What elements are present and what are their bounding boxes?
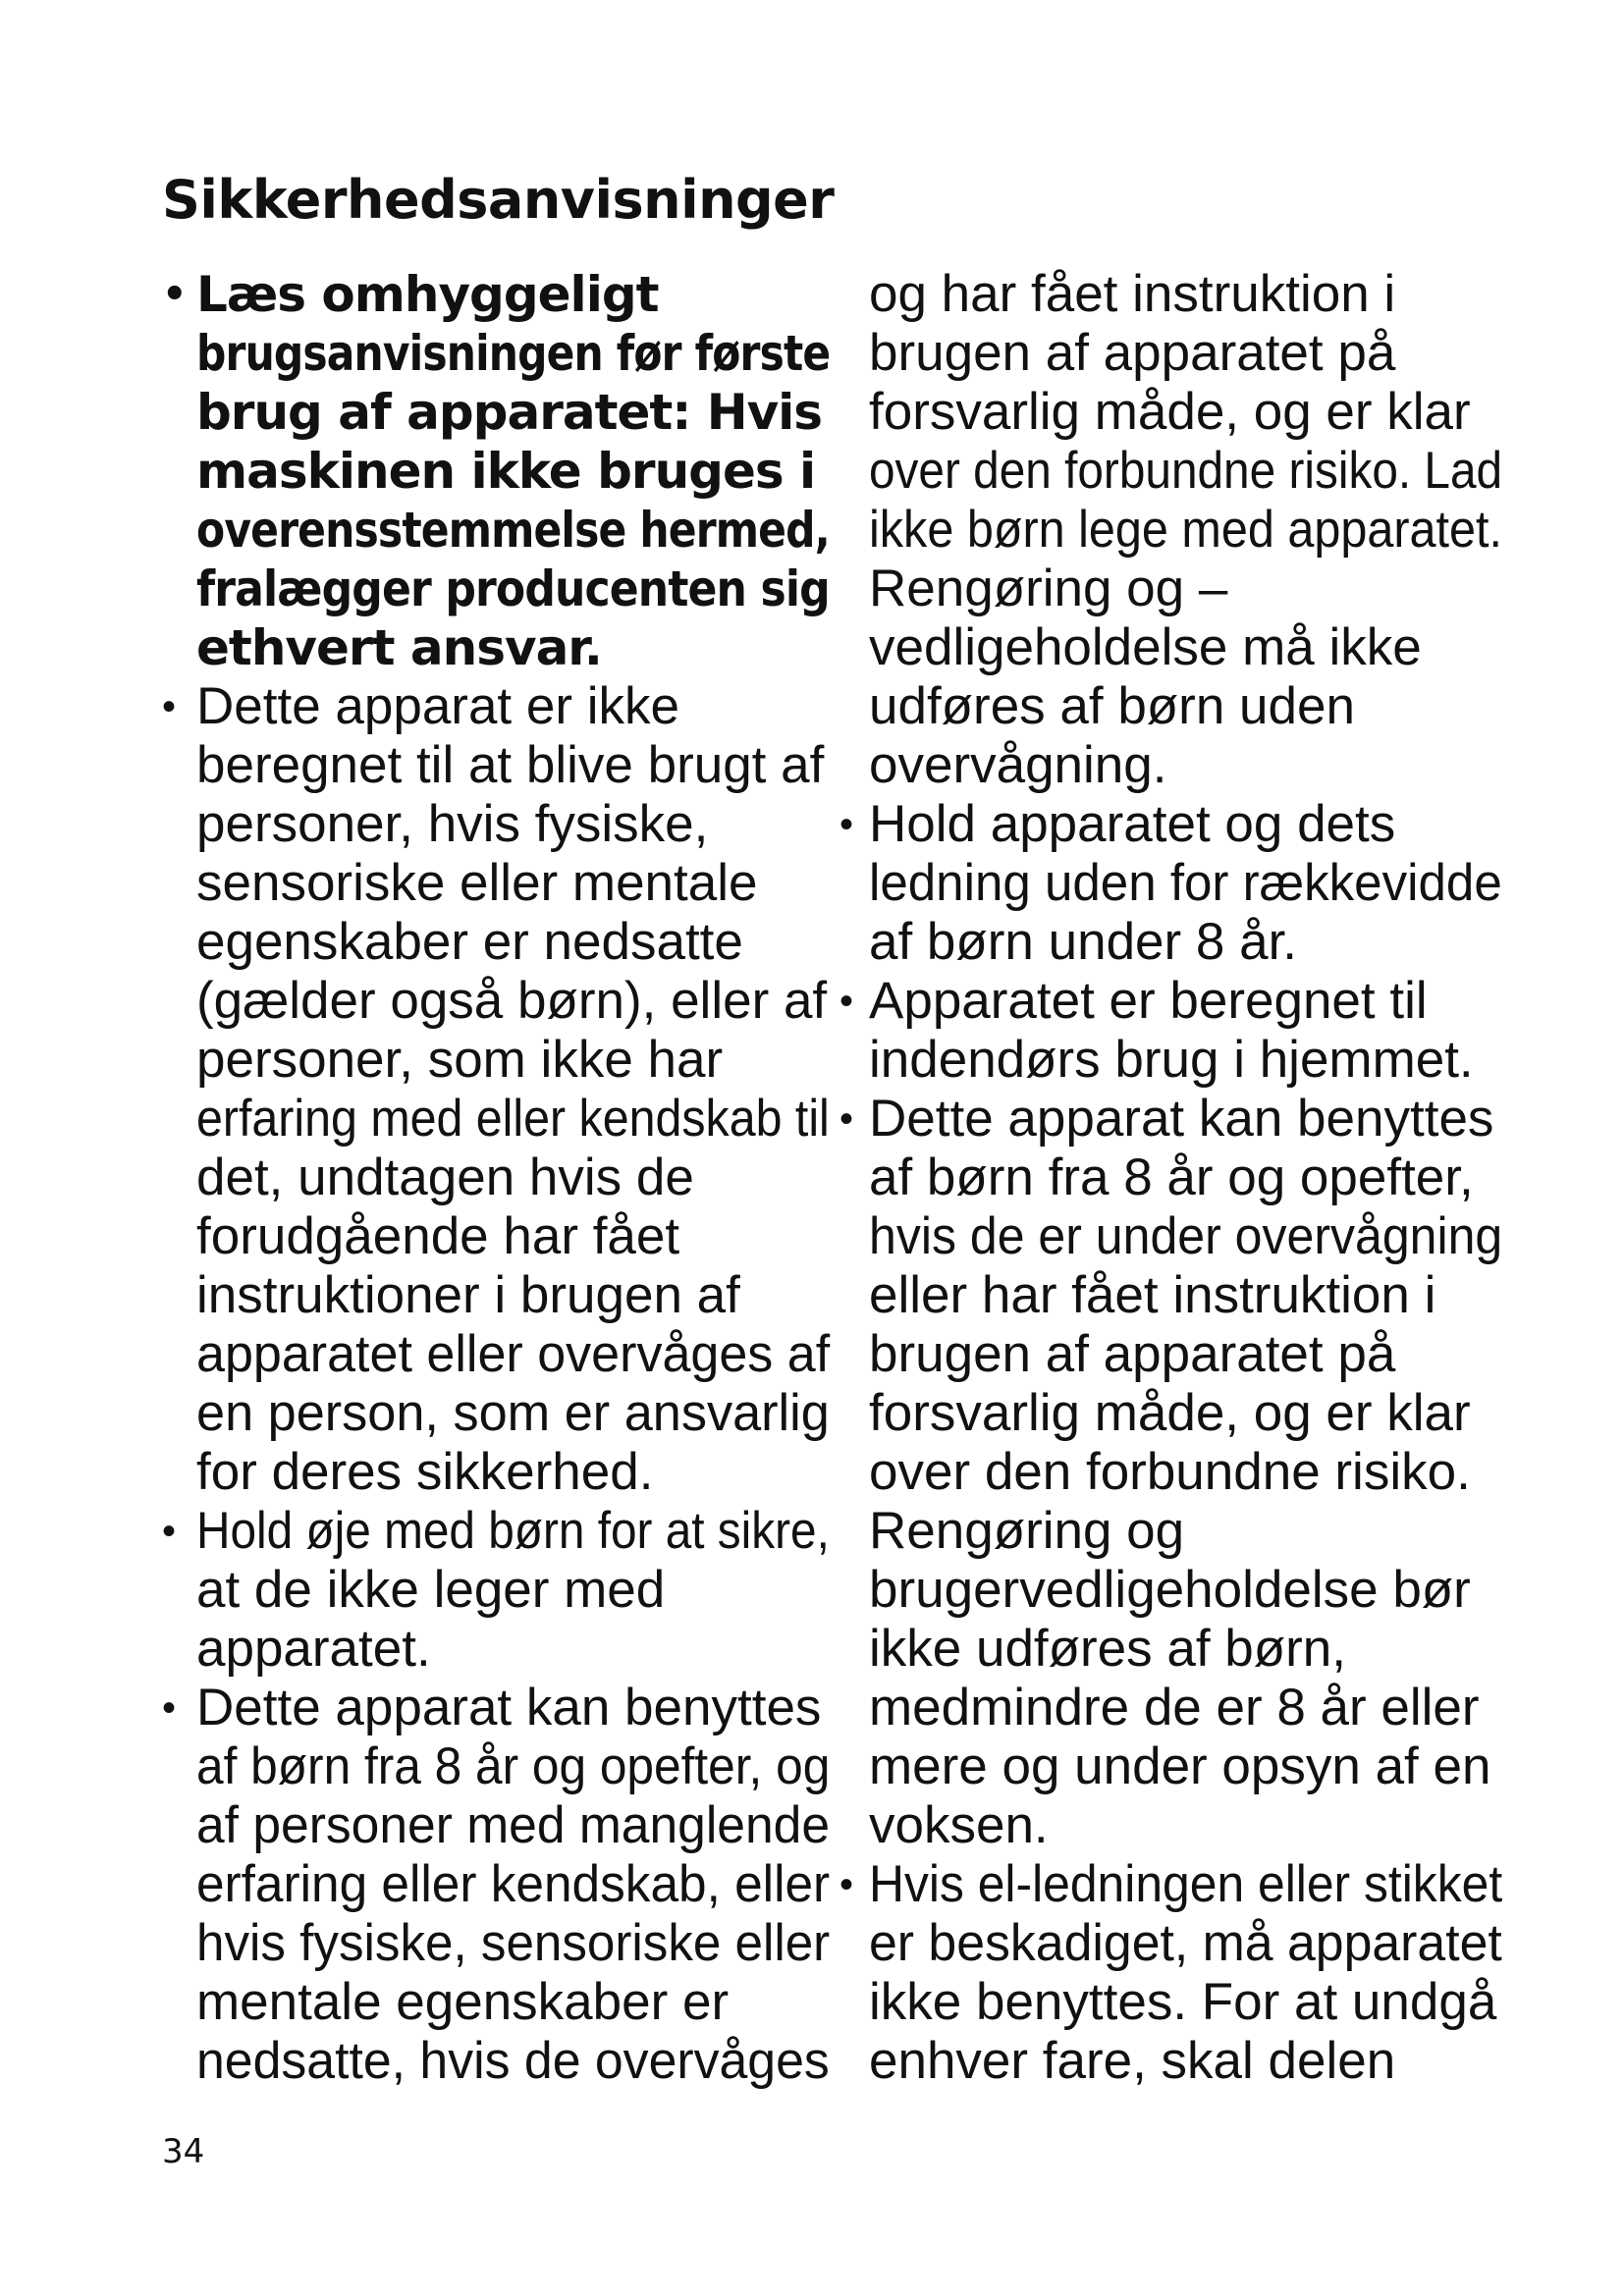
text-line [839, 1384, 1527, 1443]
text-line [162, 1148, 849, 1207]
text-line [162, 1325, 849, 1384]
right-column [839, 265, 1527, 2091]
line-text: medmindre de er 8 år eller [869, 1679, 1480, 1736]
line-text: brugsanvisningen før første [196, 325, 831, 382]
text-line [839, 1266, 1527, 1325]
line-text: og har fået instruktion i [869, 265, 1396, 323]
line-text: ikke børn lege med apparatet. [869, 501, 1502, 559]
text-line [839, 1031, 1527, 1090]
line-text: brugen af apparatet på [869, 1325, 1396, 1383]
line-text: sensoriske eller mentale [196, 854, 758, 912]
text-line [839, 1973, 1527, 2032]
line-text: Hvis el-ledningen eller stikket [869, 1855, 1503, 1913]
text-line [162, 736, 849, 795]
text-line [162, 1620, 849, 1679]
text-line [162, 677, 849, 736]
text-line [839, 854, 1527, 913]
text-line [162, 2032, 849, 2091]
line-text: af børn fra 8 år og opefter, og [196, 1737, 831, 1795]
text-line [162, 1266, 849, 1325]
text-line [162, 1914, 849, 1973]
line-text: maskinen ikke bruges i [196, 443, 816, 500]
text-line [839, 1090, 1527, 1148]
line-text: Apparatet er beregnet til [869, 972, 1428, 1030]
left-column [162, 265, 849, 2091]
line-text: Dette apparat er ikke [196, 677, 679, 735]
bullet-icon: • [162, 1686, 177, 1730]
text-line [839, 442, 1527, 501]
text-line [162, 1679, 849, 1737]
text-line [162, 442, 849, 501]
text-line [839, 1679, 1527, 1737]
text-line [162, 265, 849, 324]
text-line [162, 854, 849, 913]
line-text: af børn under 8 år. [869, 913, 1298, 971]
text-line [162, 1090, 849, 1148]
line-text: voksen. [869, 1796, 1049, 1854]
text-line [162, 795, 849, 854]
text-line [839, 677, 1527, 736]
line-text: over den forbundne risiko. [869, 1443, 1471, 1501]
line-text: erfaring med eller kendskab til [196, 1090, 830, 1148]
text-line [162, 383, 849, 442]
line-text: egenskaber er nedsatte [196, 913, 743, 971]
line-text: brug af apparatet: Hvis [196, 384, 823, 441]
line-text: det, undtagen hvis de [196, 1148, 694, 1206]
bullet-icon: • [162, 1510, 177, 1553]
page-title: Sikkerhedsanvisninger [162, 169, 835, 231]
text-line [839, 383, 1527, 442]
text-line [839, 2032, 1527, 2091]
text-line [162, 1737, 849, 1796]
text-line [162, 972, 849, 1031]
page-number: 34 [162, 2132, 205, 2171]
line-text: overensstemmelse hermed, [196, 502, 830, 559]
text-line [162, 1207, 849, 1266]
line-text: nedsatte, hvis de overvåges [196, 2032, 830, 2090]
line-text: fralægger producenten sig [196, 561, 830, 617]
text-line [162, 1384, 849, 1443]
text-line [839, 1443, 1527, 1502]
line-text: af personer med manglende [196, 1796, 831, 1854]
text-line [839, 1620, 1527, 1679]
line-text: apparatet. [196, 1620, 431, 1678]
text-line [162, 1796, 849, 1855]
text-line [162, 560, 849, 618]
line-text: forsvarlig måde, og er klar [869, 1384, 1471, 1442]
text-line [839, 1855, 1527, 1914]
line-text: brugen af apparatet på [869, 324, 1396, 382]
line-text: instruktioner i brugen af [196, 1266, 740, 1324]
line-text: eller har fået instruktion i [869, 1266, 1436, 1324]
line-text: ethvert ansvar. [196, 619, 602, 676]
line-text: for deres sikkerhed. [196, 1443, 654, 1501]
text-line [839, 795, 1527, 854]
text-line [839, 972, 1527, 1031]
text-line [839, 736, 1527, 795]
text-line [839, 1502, 1527, 1561]
line-text: forsvarlig måde, og er klar [869, 383, 1471, 441]
text-line [839, 1207, 1527, 1266]
line-text: Dette apparat kan benyttes [869, 1090, 1494, 1148]
line-text: hvis fysiske, sensoriske eller [196, 1914, 831, 1972]
text-line [162, 501, 849, 560]
text-line [839, 1737, 1527, 1796]
line-text: (gælder også børn), eller af [196, 972, 828, 1030]
line-text: brugervedligeholdelse bør [869, 1561, 1471, 1619]
line-text: en person, som er ansvarlig [196, 1384, 830, 1442]
text-line [839, 618, 1527, 677]
text-line [839, 913, 1527, 972]
line-text: hvis de er under overvågning [869, 1207, 1503, 1265]
text-line [162, 1973, 849, 2032]
line-text: apparatet eller overvåges af [196, 1325, 831, 1383]
line-text: udføres af børn uden [869, 677, 1355, 735]
text-line [839, 501, 1527, 560]
text-line [162, 1561, 849, 1620]
line-text: ikke udføres af børn, [869, 1620, 1347, 1678]
bullet-icon: • [839, 1863, 854, 1906]
text-line [162, 1502, 849, 1561]
bullet-icon: • [839, 980, 854, 1023]
line-text: Hold øje med børn for at sikre, [196, 1502, 830, 1560]
text-line [839, 1914, 1527, 1973]
text-line [839, 265, 1527, 324]
text-line [839, 1325, 1527, 1384]
text-line [839, 1561, 1527, 1620]
text-line [839, 1148, 1527, 1207]
text-line [162, 1855, 849, 1914]
line-text: at de ikke leger med [196, 1561, 666, 1619]
line-text: over den forbundne risiko. Lad [869, 442, 1503, 500]
line-text: Dette apparat kan benyttes [196, 1679, 822, 1736]
line-text: ledning uden for rækkevidde [869, 854, 1502, 912]
line-text: forudgående har fået [196, 1207, 680, 1265]
line-text: Rengøring og [869, 1502, 1185, 1560]
line-text: enhver fare, skal delen [869, 2032, 1396, 2090]
text-line [162, 324, 849, 383]
text-line [839, 324, 1527, 383]
line-text: overvågning. [869, 736, 1167, 794]
text-line [162, 1031, 849, 1090]
line-text: beregnet til at blive brugt af [196, 736, 825, 794]
line-text: mentale egenskaber er [196, 1973, 730, 2031]
text-line [839, 560, 1527, 618]
line-text: Læs omhyggeligt [196, 266, 659, 323]
line-text: personer, hvis fysiske, [196, 795, 709, 853]
line-text: mere og under opsyn af en [869, 1737, 1491, 1795]
text-line [162, 618, 849, 677]
bullet-icon: • [162, 272, 187, 317]
line-text: personer, som ikke har [196, 1031, 724, 1089]
line-text: erfaring eller kendskab, eller [196, 1855, 831, 1913]
line-text: Rengøring og – [869, 560, 1228, 617]
bullet-icon: • [839, 803, 854, 846]
line-text: af børn fra 8 år og opefter, [869, 1148, 1474, 1206]
line-text: er beskadiget, må apparatet [869, 1914, 1502, 1972]
bullet-icon: • [839, 1097, 854, 1141]
line-text: ikke benyttes. For at undgå [869, 1973, 1497, 2031]
line-text: Hold apparatet og dets [869, 795, 1396, 853]
text-line [162, 913, 849, 972]
text-line [162, 1443, 849, 1502]
line-text: vedligeholdelse må ikke [869, 618, 1422, 676]
line-text: indendørs brug i hjemmet. [869, 1031, 1474, 1089]
text-line [839, 1796, 1527, 1855]
bullet-icon: • [162, 685, 177, 728]
